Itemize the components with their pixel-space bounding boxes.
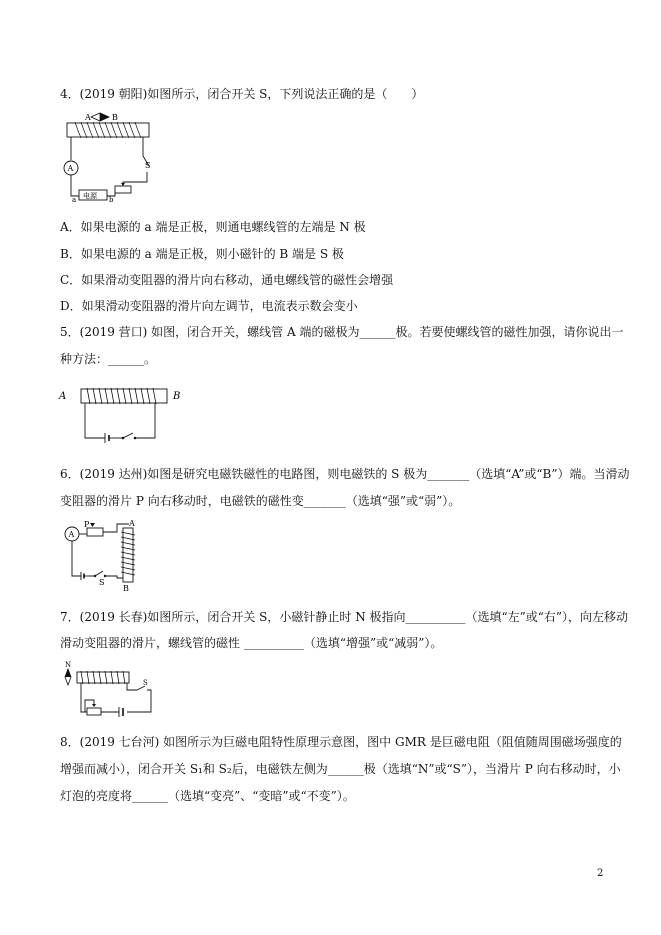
q5-label-b: B [173,391,181,402]
q6-line1: 6．(2019 达州)如图是研究电磁铁磁性的电路图，则电磁铁的 S 极为_______（选填“A”或“B”）端。当滑动 [60,467,630,481]
q4-option-b: B．如果电源的 a 端是正极，则小磁针的 B 端是 S 极 [60,247,344,261]
q7-label-n: N [65,661,72,669]
q6-label-s: S [99,578,105,587]
q8-line3: 灯泡的亮度将______（选填“变亮”、“变暗”或“不变”）。 [60,789,355,803]
q4-option-c: C．如果滑动变阻器的滑片向右移动，通电螺线管的磁性会增强 [60,273,394,287]
q4-label-a: A [85,113,91,122]
q7-figure [57,660,157,720]
q4-power-label: 电源 [83,192,97,200]
q7-line1: 7．(2019 长春)如图所示，闭合开关 S，小磁针静止时 N 极指向__________（选填“左”或“右”），向左移动 [60,610,629,624]
q5-label-a: A [59,391,67,402]
q6-label-a: A [129,519,135,528]
q5-line1: 5．(2019 营口) 如图，闭合开关，螺线管 A 端的磁极为______极。若要使螺线管的磁性加强，请你说出一 [60,325,624,339]
q4-figure [57,110,167,202]
q4-label-s: S [145,161,151,170]
page-number: 2 [597,868,604,879]
q4-label-b: B [112,113,118,122]
q4-option-a: A．如果电源的 a 端是正极，则通电螺线管的左端是 N 极 [60,220,366,234]
q6-label-p: P [84,520,90,529]
q4-term-a: a [72,196,77,202]
q7-label-s: S [143,679,148,687]
q5-figure [57,383,187,443]
q8-line2: 增强而减小），闭合开关 S₁和 S₂后，电磁铁左侧为______极（选填“N”或“S”），当滑片 P 向右移动时，小 [60,762,621,776]
q4-ammeter-label: A [67,164,74,173]
q4-term-b: b [109,196,114,202]
q6-label-b: B [123,584,129,592]
q4-option-d: D．如果滑动变阻器的滑片向左调节，电流表示数会变小 [60,299,358,313]
q4-stem: 4．(2019 朝阳)如图所示，闭合开关 S，下列说法正确的是（ ） [60,87,424,101]
q8-line1: 8．(2019 七台河) 如图所示为巨磁电阻特性原理示意图，图中 GMR 是巨磁电阻（阻值随周围磁场强度的 [60,735,622,749]
q7-line2: 滑动变阻器的滑片，螺线管的磁性 __________（选填“增强”或“减弱”）。 [60,636,443,650]
q6-line2: 变阻器的滑片 P 向右移动时，电磁铁的磁性变_______（选填“强”或“弱”）。 [60,494,461,508]
q6-ammeter-label: A [68,530,75,539]
q6-figure [57,518,157,592]
q5-line2: 种方法：______。 [60,352,157,366]
